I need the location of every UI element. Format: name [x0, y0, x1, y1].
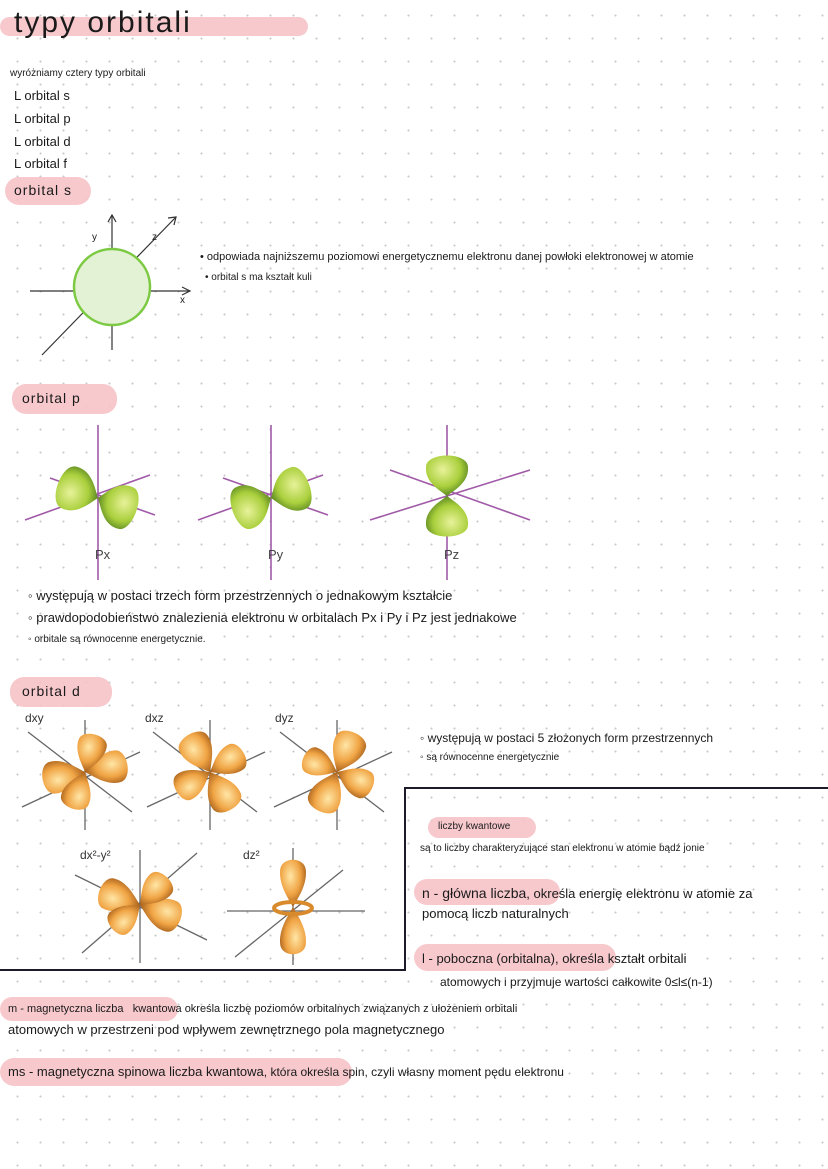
type-item: L orbital p	[14, 111, 71, 126]
axis-label-z: z	[152, 232, 157, 243]
p-label: Pz	[444, 547, 460, 562]
d-label: dxy	[25, 711, 44, 725]
n-label: n - główna liczba	[422, 885, 527, 901]
dz2-orbital-image	[225, 845, 370, 965]
page-title: typy orbitali	[14, 6, 192, 39]
quantum-l	[422, 951, 686, 966]
l-text: , określa kształt orbitali	[554, 951, 687, 966]
ms-label: ms - magnetyczna spinowa liczba kwantowa	[8, 1064, 264, 1079]
box-border-bottom	[0, 969, 406, 971]
type-item: L orbital d	[14, 134, 71, 149]
type-item: L orbital f	[14, 156, 67, 171]
dxz-orbital-image	[145, 712, 270, 832]
p-bullet: ◦ prawdopodobieństwo znalezienia elektronu w orbitalach Px i Py i Pz jest jednakowe	[28, 610, 517, 625]
axis-label-y: y	[92, 232, 97, 243]
pz-orbital-image	[370, 420, 530, 560]
n-text: , określa energię elektronu w atomie za	[526, 886, 753, 901]
d-label: dz²	[243, 848, 260, 862]
type-item: L orbital s	[14, 88, 70, 103]
d-bullet: ◦ są równocenne energetycznie	[420, 752, 560, 763]
n-text-line2: pomocą liczb naturalnych	[422, 906, 569, 921]
dx2y2-orbital-image	[72, 845, 212, 965]
l-text-line2: atomowych i przyjmuje wartości całkowite 0≤l≤(n-1)	[440, 975, 713, 989]
s-bullet: • orbital s ma kształt kuli	[205, 272, 312, 283]
quantum-definition: są to liczby charakteryzujące stan elektronu w atomie bądź jonie	[420, 843, 705, 854]
d-bullet: ◦ występują w postaci 5 złożonych form przestrzennych	[420, 731, 714, 745]
p-label: Px	[95, 547, 111, 562]
dyz-orbital-image	[272, 712, 397, 832]
box-border-left	[404, 787, 406, 971]
d-label: dxz	[145, 711, 164, 725]
intro-text: wyróżniamy cztery typy orbitali	[10, 68, 146, 79]
p-bullet: ◦ orbitale są równocenne energetycznie.	[28, 634, 206, 645]
section-heading-s: orbital s	[14, 182, 73, 198]
ms-text: , która określa spin, czyli własny moment pędu elektronu	[263, 1065, 564, 1079]
py-orbital-image	[198, 420, 348, 560]
box-border-top	[404, 787, 828, 789]
quantum-heading: liczby kwantowe	[438, 821, 511, 832]
d-label: dyz	[275, 711, 294, 725]
m-text: kwantowa określa liczbę poziomów orbitalnych związanych z ułożeniem orbitali	[132, 1003, 518, 1015]
quantum-n	[422, 885, 752, 901]
px-orbital-image	[25, 420, 175, 560]
section-heading-d: orbital d	[22, 683, 81, 699]
p-bullet: ◦ występują w postaci trzech form przestrzennych o jednakowym kształcie	[28, 588, 453, 603]
m-label: m - magnetyczna liczba	[8, 1003, 124, 1015]
s-bullet: • odpowiada najniższemu poziomowi energetycznemu elektronu danej powłoki elektronowej w atomie	[200, 251, 694, 263]
quantum-m	[8, 1003, 517, 1015]
l-label: l - poboczna (orbitalna)	[422, 951, 555, 966]
section-heading-p: orbital p	[22, 390, 81, 406]
d-label: dx²-y²	[80, 848, 111, 862]
axis-label-x: x	[180, 295, 185, 306]
s-orbital-diagram	[0, 210, 200, 360]
dxy-orbital-image	[20, 712, 145, 832]
m-text-line2: atomowych w przestrzeni pod wpływem zewnętrznego pola magnetycznego	[8, 1022, 445, 1037]
p-label: Py	[268, 547, 284, 562]
quantum-ms	[8, 1064, 564, 1079]
